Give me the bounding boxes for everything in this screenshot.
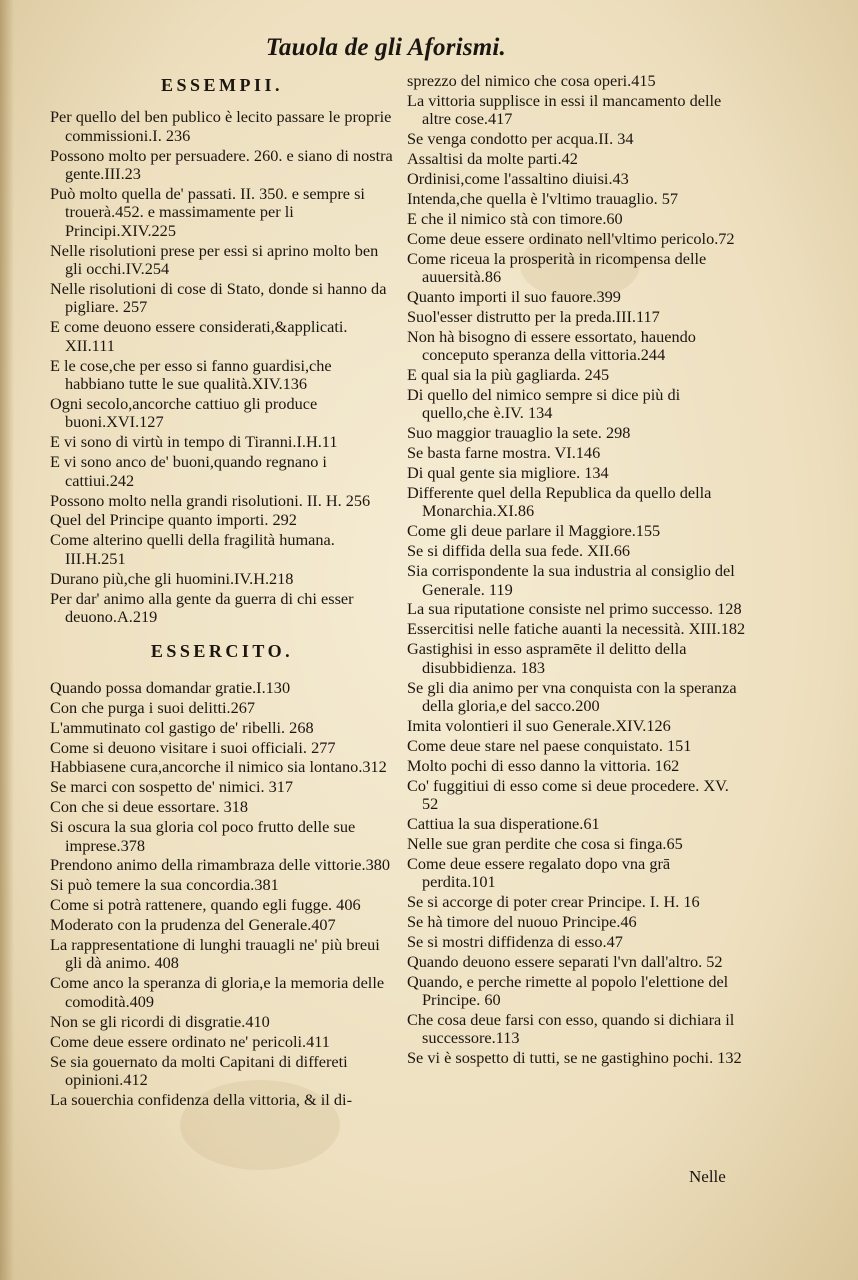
index-entry: L'ammutinato col gastigo de' ribelli. 268 bbox=[50, 717, 314, 737]
catchword: Nelle bbox=[689, 1167, 726, 1186]
index-entry: Con che si deue essortare. 318 bbox=[50, 797, 249, 817]
index-entry: E le cose,che per esso si fanno guardisi,che habbiano tutte le sue qualità.XIV.136 bbox=[50, 355, 332, 394]
index-entry: Se basta farne mostra. VI.146 bbox=[407, 443, 601, 463]
index-entry: Di qual gente sia migliore. 134 bbox=[407, 463, 609, 483]
running-head: Tauola de gli Aforismi. bbox=[265, 34, 506, 61]
index-entry: Se si mostri diffidenza di esso.47 bbox=[407, 931, 623, 951]
index-entry: Come si deuono visitare i suoi officiali. 277 bbox=[50, 737, 336, 757]
index-entry: Come riceua la prosperità in ricompensa delle auuersità.86 bbox=[407, 248, 707, 287]
index-entry: Si può temere la sua concordia.381 bbox=[50, 875, 279, 895]
index-entry: Come deue essere ordinato nell'vltimo pericolo.72 bbox=[407, 228, 735, 248]
index-entry: Sia corrispondente la sua industria al consiglio del Generale. 119 bbox=[407, 561, 735, 599]
index-entry: Se sia gouernato da molti Capitani di differeti opinioni.412 bbox=[50, 1051, 348, 1089]
right-column bbox=[407, 72, 747, 1069]
index-entry: Quando possa domandar gratie.I.130 bbox=[50, 677, 291, 697]
index-entry: Non hà bisogno di essere essortato, hauendo conceputo speranza della vittoria.244 bbox=[407, 326, 696, 365]
index-entry: Differente quel della Republica da quello della Monarchia.XI.86 bbox=[407, 483, 712, 521]
index-entry: Come deue stare nel paese conquistato. 151 bbox=[407, 735, 692, 755]
index-entry: Non se gli ricordi di disgratie.410 bbox=[50, 1011, 270, 1031]
index-entry: Nelle risolutioni di cose di Stato, donde si hanno da pigliare. 257 bbox=[50, 279, 387, 317]
index-entry: Assaltisi da molte parti.42 bbox=[407, 149, 578, 169]
index-entry: Quando deuono essere separati l'vn dall'altro. 52 bbox=[407, 951, 723, 971]
index-entry: E vi sono di virtù in tempo di Tiranni.I.H.11 bbox=[50, 432, 338, 452]
index-entry: Essercitisi nelle fatiche auanti la necessità. XIII.182 bbox=[407, 619, 746, 639]
left-column bbox=[50, 72, 394, 1111]
index-entry: Se venga condotto per acqua.II. 34 bbox=[407, 129, 634, 149]
index-entry: Nelle sue gran perdite che cosa si finga.65 bbox=[407, 833, 683, 853]
index-entry: Se vi è sospetto di tutti, se ne gastighino pochi. 132 bbox=[407, 1048, 742, 1068]
index-entry: Molto pochi di esso danno la vittoria. 162 bbox=[407, 755, 680, 775]
index-entry: Come deue essere ordinato ne' pericoli.411 bbox=[50, 1031, 330, 1051]
index-entry: Può molto quella de' passati. II. 350. e sempre si trouerà.452. e massimamente per li Principi.XIV.225 bbox=[50, 184, 365, 240]
index-entry: Nelle risolutioni prese per essi si aprino molto ben gli occhi.IV.254 bbox=[50, 240, 379, 279]
index-entry: Se gli dia animo per vna conquista con la speranza della gloria,e del sacco.200 bbox=[407, 677, 737, 715]
index-entry: Se si diffida della sua fede. XII.66 bbox=[407, 541, 631, 561]
index-entry: Imita volontieri il suo Generale.XIV.126 bbox=[407, 715, 671, 735]
index-entry: Se marci con sospetto de' nimici. 317 bbox=[50, 777, 294, 797]
index-entry: Intenda,che quella è l'vltimo trauaglio. 57 bbox=[407, 188, 679, 208]
index-entry: Suol'esser distrutto per la preda.III.117 bbox=[407, 306, 660, 326]
index-entry: La sua riputatione consiste nel primo successo. 128 bbox=[407, 599, 742, 619]
section-essercito-continued bbox=[407, 72, 747, 1068]
index-entry: E qual sia la più gagliarda. 245 bbox=[407, 365, 610, 385]
index-entry: Quando, e perche rimette al popolo l'elettione del Principe. 60 bbox=[407, 971, 729, 1010]
index-entry: sprezzo del nimico che cosa operi.415 bbox=[407, 72, 656, 90]
index-entry: Per quello del ben publico è lecito passare le proprie commissioni.I. 236 bbox=[50, 107, 392, 145]
index-entry: E come deuono essere considerati,&applicati. XII.111 bbox=[50, 317, 348, 355]
index-entry: Co' fuggitiui di esso come si deue procedere. XV. 52 bbox=[407, 775, 729, 814]
index-entry: Ogni secolo,ancorche cattiuo gli produce buoni.XVI.127 bbox=[50, 394, 318, 432]
index-entry: Ordinisi,come l'assaltino diuisi.43 bbox=[407, 169, 629, 189]
index-entry: Come anco la speranza di gloria,e la memoria delle comodità.409 bbox=[50, 973, 385, 1011]
index-entry: Come deue essere regalato dopo vna grā perdita.101 bbox=[407, 853, 671, 892]
index-entry: Moderato con la prudenza del Generale.407 bbox=[50, 915, 336, 935]
section-heading-essempii: ESSEMPII. bbox=[160, 75, 284, 95]
index-entry: Per dar' animo alla gente da guerra di chi esser deuono.A.219 bbox=[50, 588, 354, 626]
index-entry: La souerchia confidenza della vittoria, & il di- bbox=[50, 1089, 352, 1109]
page-shadow-edge bbox=[0, 0, 14, 1280]
index-entry: La vittoria supplisce in essi il mancamento delle altre cose.417 bbox=[407, 90, 722, 129]
section-essempii bbox=[50, 108, 394, 626]
index-entry: Possono molto nella grandi risolutioni. II. H. 256 bbox=[50, 490, 371, 510]
index-entry: Se si accorge di poter crear Principe. I. H. 16 bbox=[407, 892, 700, 912]
index-entry: Cattiua la sua disperatione.61 bbox=[407, 813, 600, 833]
index-entry: Possono molto per persuadere. 260. e siano di nostra gente.III.23 bbox=[50, 145, 393, 184]
index-entry: Come gli deue parlare il Maggiore.155 bbox=[407, 521, 661, 541]
index-entry: Si oscura la sua gloria col poco frutto delle sue imprese.378 bbox=[50, 817, 356, 855]
index-entry: Gastighisi in esso aspramēte il delitto della disubbidienza. 183 bbox=[407, 639, 687, 677]
index-entry: Durano più,che gli huomini.IV.H.218 bbox=[50, 568, 294, 588]
index-entry: Quel del Principe quanto importi. 292 bbox=[50, 510, 297, 530]
index-entry: E che il nimico stà con timore.60 bbox=[407, 208, 623, 228]
section-heading-essercito: ESSERCITO. bbox=[150, 641, 294, 662]
index-entry: Di quello del nimico sempre si dice più di quello,che è.IV. 134 bbox=[407, 385, 681, 423]
section-essercito bbox=[50, 679, 394, 1109]
index-entry: Come si potrà rattenere, quando egli fugge. 406 bbox=[50, 895, 361, 915]
index-entry: Come alterino quelli della fragilità humana. III.H.251 bbox=[50, 530, 335, 568]
index-entry: Con che purga i suoi delitti.267 bbox=[50, 697, 256, 717]
index-entry: La rappresentatione di lunghi trauagli ne' più breui gli dà animo. 408 bbox=[50, 935, 380, 973]
index-entry: Habbiasene cura,ancorche il nimico sia lontano.312 bbox=[50, 757, 387, 777]
index-entry: Quanto importi il suo fauore.399 bbox=[407, 286, 621, 306]
index-entry: Prendono animo della rimambraza delle vittorie.380 bbox=[50, 855, 390, 875]
index-entry: Che cosa deue farsi con esso, quando si dichiara il successore.113 bbox=[407, 1010, 735, 1048]
index-entry: Suo maggior trauaglio la sete. 298 bbox=[407, 423, 631, 443]
index-entry: E vi sono anco de' buoni,quando regnano i cattiui.242 bbox=[50, 452, 327, 490]
index-entry: Se hà timore del nuouo Principe.46 bbox=[407, 911, 637, 931]
